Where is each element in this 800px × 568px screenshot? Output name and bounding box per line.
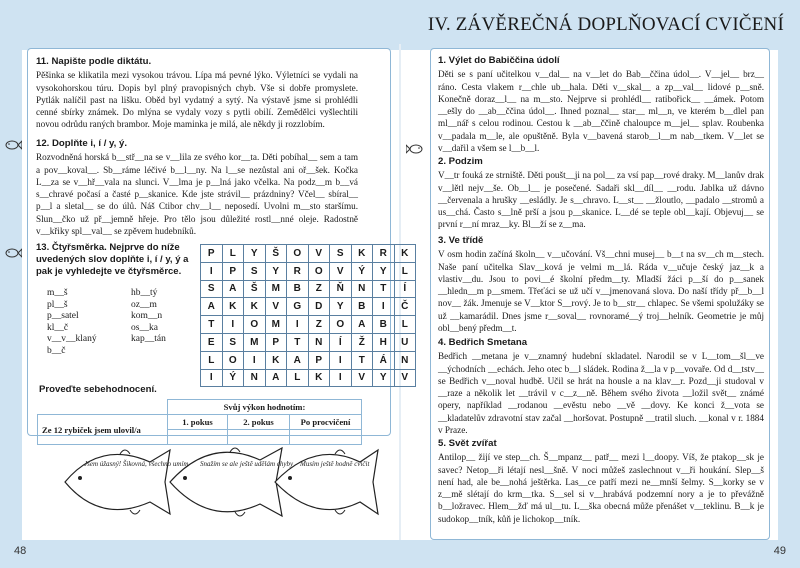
grid-cell[interactable]: Y [244,245,266,263]
grid-cell[interactable]: S [330,245,352,263]
fish-2 [170,448,282,516]
fish-icon [406,142,424,156]
grid-cell[interactable]: H [373,333,395,351]
exercise-text: V osm hodin začíná školn__ v__učování. Vš__chni musej__ b__t na sv__ch m__stech. Naše paní učitelka Slav__ková je velmi m__lá. Ráda v__učuje český jaz__k a vlastiv__du. Jsou to povi__é školní předm__ty. Mladší žáci p__ší do p__sanek __hledn__m p__smem. Třeťáci se už učí v__jmenovaná slova. Do naší třídy př__b__l nov__ žák. Jmenuje se V__ktor S__rový. Je to b__str__ chlapec. Se všemi spolužáky se už __kamarádil. Dnes jsme r__soval__ rovnoramé__ý troj__helník. Geometrie je můj obl__bený předm__t. [438,249,764,334]
grid-cell[interactable]: M [244,333,266,351]
grid-row [201,298,416,316]
word: kom__n [131,311,163,321]
grid-cell[interactable]: I [222,316,244,334]
grid-row [201,333,416,351]
grid-cell[interactable]: Y [373,262,395,280]
grid-cell[interactable]: M [265,316,287,334]
grid-cell[interactable]: Y [265,262,287,280]
grid-cell[interactable]: Š [244,280,266,298]
grid-cell[interactable]: A [222,280,244,298]
exercise-title: 3. Ve třídě [438,235,484,246]
grid-cell[interactable]: V [394,369,416,387]
grid-cell[interactable]: Z [308,280,330,298]
grid-cell[interactable]: K [222,298,244,316]
grid-cell[interactable]: I [201,262,223,280]
word-search-grid [200,244,416,387]
grid-cell[interactable]: N [308,333,330,351]
fish-1-text: Jsem úžasný! Šikovná, všechno umím [84,460,189,468]
grid-cell[interactable]: S [222,333,244,351]
exercise-4 [438,337,764,436]
eval-col: Po procvičení [290,415,362,430]
grid-cell[interactable]: D [308,298,330,316]
grid-cell[interactable]: L [201,351,223,369]
word: hb__tý [131,288,158,298]
grid-cell[interactable]: Č [394,298,416,316]
grid-cell[interactable]: I [287,316,309,334]
bottom-band [0,540,800,568]
word-list [47,288,166,357]
exercise-title: 4. Bedřich Smetana [438,337,528,348]
grid-cell[interactable]: Í [394,280,416,298]
grid-cell[interactable]: R [287,262,309,280]
word-row [47,334,166,346]
word: os__ka [131,322,158,333]
word: m__š [47,288,68,298]
grid-cell[interactable]: I [244,351,266,369]
word-row [47,346,166,358]
eval-col: 2. pokus [228,415,290,430]
exercise-3 [438,235,764,334]
grid-cell[interactable]: Í [330,333,352,351]
grid-cell[interactable]: S [201,280,223,298]
exercise-5 [438,438,764,525]
grid-cell[interactable]: I [330,369,352,387]
grid-cell[interactable]: B [287,280,309,298]
grid-cell[interactable]: U [394,333,416,351]
grid-cell[interactable]: Z [308,316,330,334]
grid-cell[interactable]: E [201,333,223,351]
fish-3-text: Musím ještě hodně cvičit [300,460,370,468]
grid-cell[interactable]: I [373,298,395,316]
grid-cell[interactable]: Š [265,245,287,263]
grid-cell[interactable]: T [201,316,223,334]
grid-row [201,245,416,263]
grid-cell[interactable]: I [201,369,223,387]
grid-cell[interactable]: P [222,262,244,280]
exercise-13-title: 13. Čtyřsměrka. Nejprve do níže uvedených slov doplňte i, í / y, ý a pak je vyhledejte ve čtyřsměrce. [36,242,189,277]
word: oz__m [131,299,157,310]
exercise-title: 5. Svět zvířat [438,438,497,449]
grid-cell[interactable]: V [265,298,287,316]
grid-cell[interactable]: Ý [222,369,244,387]
grid-cell[interactable]: T [287,333,309,351]
page-number-left: 48 [14,545,27,557]
grid-cell[interactable]: A [287,351,309,369]
grid-cell[interactable]: P [265,333,287,351]
eval-row-label: Ze 12 rybiček jsem ulovil/a [38,415,168,445]
grid-cell[interactable]: N [351,280,373,298]
grid-cell[interactable]: K [308,369,330,387]
grid-cell[interactable]: V [308,245,330,263]
word-row [47,311,166,323]
word: kap__tán [131,334,166,344]
grid-cell[interactable]: V [351,369,373,387]
grid-cell[interactable]: N [394,351,416,369]
grid-cell[interactable]: Y [373,369,395,387]
grid-cell[interactable]: Ý [351,262,373,280]
grid-row [201,351,416,369]
word-row [47,288,166,300]
self-evaluation-title: Proveďte sebehodnocení. [39,384,157,395]
fish-illustrations [60,432,380,532]
grid-cell[interactable]: B [373,316,395,334]
grid-cell[interactable]: Ň [330,280,352,298]
grid-cell[interactable]: K [244,298,266,316]
grid-cell[interactable]: O [244,316,266,334]
grid-cell[interactable]: V [330,262,352,280]
grid-cell[interactable]: G [287,298,309,316]
grid-cell[interactable]: Ž [351,333,373,351]
grid-cell[interactable]: Y [330,298,352,316]
fish-icon [4,138,22,152]
exercise-text: Pěšinka se klikatila mezi vysokou trávou. Lípa má pevné lýko. Výletníci se vydali na vysokohorskou túru. Dopis byl plný pravopisných chyb. Vše si dobře promyslete. Pytlák nalíčil past na lišku. Oběd byl vydatný a sytý. Na výstavě jsme si prohlédli cenné sbírky známek. Do mlýna se vydaly vozy s pytli obilí. Zemědělci vyšlechtili novou odrůdu raných brambor. Moje maminka je milá, ale někdy ji rozzlobím. [36,70,358,130]
grid-cell[interactable]: Á [373,351,395,369]
exercise-11 [36,56,358,131]
word: p__satel [47,311,79,321]
grid-cell[interactable]: A [265,369,287,387]
grid-cell[interactable]: A [201,298,223,316]
exercise-text: V__tr fouká ze strniště. Děti poušt__ji na pol__ za vsí pap__rové draky. M__lanův drak v__lětl nejv__še. Ob__l__ je posečené. Sadaři skl__díl__ __rodu. Jablka už dávno __červenala a hrušky __esládly. Je s__chravo. L__st__ __žloutlo, __padalo __stromů a us__chá. Často s__lně prší a jsou p__skanice. L__dé se teple obl__kají. Objevuj__ se první r__ní mraz__ky. Bl__ží se z__ma. [438,170,764,230]
exercise-title: 2. Podzim [438,156,483,167]
fish-2-text: Snažím se ale ještě udělám chyby [200,460,294,468]
grid-cell[interactable]: N [244,369,266,387]
exercise-text: Bedřich __metana je v__znamný hudební skladatel. Narodil se v L__tom__šl__ve __ýchodních __echách. Jeho otec b__l sládek. Rodina ž__la v p__vovaře. Od d__tstv__ se Bedřich v__noval hudbě. Učil se hrát na housle a na klav__r. Pozd__ji studoval v __raze a několik let __trávil v c__z__ně. Během svého života __ložil svět__ známé opery, například __rodanou __evěstu nebo __vě __dovy. Ke konci ž__vota se __kladatelův zdravotní stav začal __horšovat. Postupně __tratil sluch. __konal v r. 1884 v Praze. [438,351,764,436]
grid-cell[interactable]: T [351,351,373,369]
eval-col: 1. pokus [168,415,228,430]
grid-cell[interactable]: L [287,369,309,387]
fish-icon [4,246,22,260]
left-margin-band [0,50,22,540]
page-number-right: 49 [773,545,786,557]
grid-cell[interactable]: O [222,351,244,369]
word: pl__š [47,299,68,310]
grid-cell[interactable]: M [265,280,287,298]
exercise-12 [36,138,358,237]
eval-header: Svůj výkon hodnotím: [168,400,362,415]
exercise-2 [438,156,764,231]
exercise-1 [438,55,764,154]
grid-cell[interactable]: R [373,245,395,263]
grid-cell[interactable]: P [308,351,330,369]
exercise-title: 12. Doplňte i, í / y, ý. [36,138,127,149]
grid-cell[interactable]: P [201,245,223,263]
grid-cell[interactable]: B [351,298,373,316]
right-margin-band [778,50,800,540]
grid-cell[interactable]: K [394,245,416,263]
grid-row [201,316,416,334]
word-row [47,323,166,335]
grid-cell[interactable]: K [351,245,373,263]
word: kl__č [47,322,69,333]
grid-cell[interactable]: L [394,262,416,280]
grid-cell[interactable]: L [394,316,416,334]
word: b__č [47,345,66,356]
grid-cell[interactable]: O [308,262,330,280]
grid-cell[interactable]: O [287,245,309,263]
grid-row [201,280,416,298]
grid-row [201,262,416,280]
exercise-title: 1. Výlet do Babiččina údolí [438,55,560,66]
word-row [47,300,166,312]
grid-cell[interactable]: K [265,351,287,369]
grid-cell[interactable]: A [351,316,373,334]
grid-cell[interactable]: O [330,316,352,334]
grid-row [201,369,416,387]
grid-cell[interactable]: I [330,351,352,369]
word: v__v__klaný [47,334,97,344]
exercise-text: Děti se s paní učitelkou v__dal__ na v__let do Bab__ččina údol__. V__jel__ brz__ ráno. Cesta vlakem r__chle ub__hala. Děti v__skal__ a zp__val__ lidové p__sně. Konečně doraz__l__ na m__sto. Nejprve si prohlédl__ ratibořick__ __ámek. Potom __ešly do __ab__ččina údol__. Ihned poznal__ star__ ml__n, ve kterém b__dlel pan ml__nář s celou rodinou. Cestou k __ab__ččině chaloupce m__jel__ splav. Roubenka v__padala m__le, ale opuštěně. Byla v__bavená starob__l__m nab__tkem. V__let se v__dařil a všem se l__b__l. [438,69,764,154]
exercise-text: Rozvodněná horská b__stř__na se v__lila ze svého kor__ta. Děti pobíhal__ sem a tam a pov__koval__. Sb__ráme léčivé b__l__ny. Na l__se nezůstal ani oř__šek. Kočka L__za se v__hř__vala na slunci. V__lma je p__lná jako včelka. Na podz__m b__vá s__chravé počasí a časté p__skanice. Kde jste strávil__ prázdniny? Včel__ sbíral__ p__l a sletal__ se do úlů. Náš Ctibor chv__l__ neposedí. Uvolni m__sto staršímu. Slun__čko už př__jemně hřeje. Pro tělo jsou důležité rostl__nné oleje. Radostně v__křiky spl__val__ se zpěvem hudebníků. [36,152,358,237]
exercise-text: Antilop__ žijí ve step__ch. Š__mpanz__ patř__ mezi l__doopy. Víš, že ptakop__sk je savec? Netop__ři létají nesl__šně. V noci můžeš zaslechnout v__ři houkání. Slep__š není had, ale be__nohá ještěrka. Las__ce patří mezi ne__mnší šelmy. S__korky se v z__mě slétají do krm__tka. S__sel si v__hrabává podzemní nory a je to převážně b__ložravec. Hlem__žď má ul__tu. L__ška obecná může přenášet v__teklinu. B__k je sudokop__tník, kůň je lichokop__tník. [438,452,764,524]
grid-cell[interactable]: T [373,280,395,298]
grid-cell[interactable]: L [222,245,244,263]
grid-cell[interactable]: S [244,262,266,280]
exercise-title: 11. Napište podle diktátu. [36,56,152,67]
page-heading: IV. ZÁVĚREČNÁ DOPLŇOVACÍ CVIČENÍ [427,14,784,35]
